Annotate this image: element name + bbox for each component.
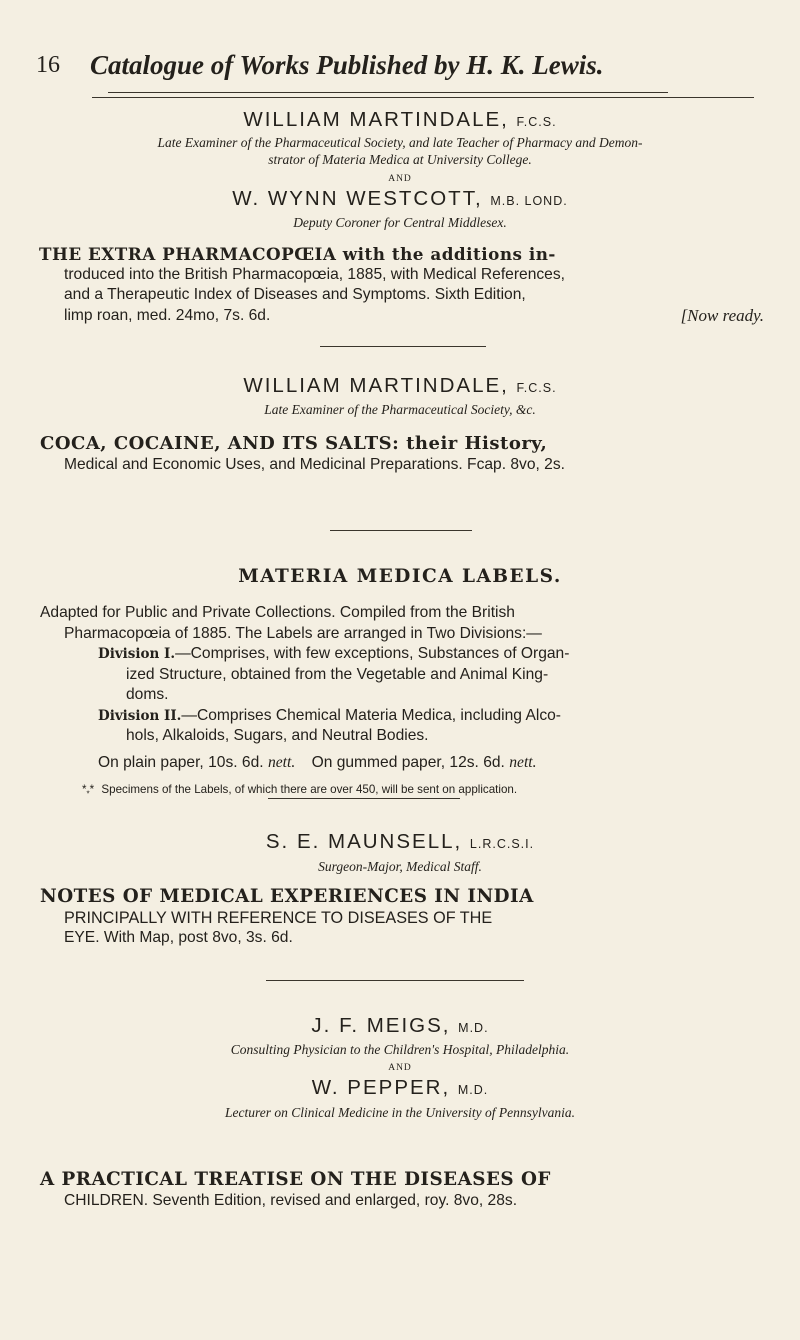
author-line	[0, 374, 800, 398]
author-degree: L.R.C.S.I.	[469, 837, 535, 851]
description-line: Medical and Economic Uses, and Medicinal Preparations. Fcap. 8vo, 2s.	[64, 455, 565, 473]
author-affiliation-line: strator of Materia Medica at University College.	[268, 152, 532, 167]
author-line	[0, 830, 800, 854]
coauthor-name: W. PEPPER,	[311, 1076, 451, 1099]
division-two	[40, 706, 770, 747]
conjunction: AND	[388, 1063, 412, 1073]
divider	[266, 980, 524, 981]
coauthor-name: W. WYNN WESTCOTT,	[232, 187, 483, 210]
author-affiliation: Surgeon-Major, Medical Staff.	[318, 859, 482, 874]
specimens-note: $*_**$ Specimens of the Labels, of which there are over 450, will be sent on application.	[82, 783, 518, 799]
book-description	[40, 265, 764, 327]
author-affiliation-line: Late Examiner of the Pharmaceutical Society, and late Teacher of Pharmacy and Demon-	[157, 135, 643, 150]
description-line: troduced into the British Pharmacopœia, 1885, with Medical References,	[64, 265, 565, 283]
entry-medical-experiences-india	[0, 830, 800, 875]
description-line: Pharmacopœia of 1885. The Labels are arranged in Two Divisions:—	[64, 624, 542, 642]
conjunction: AND	[388, 174, 412, 184]
division-text: hols, Alkaloids, Sugars, and Neutral Bodies.	[126, 727, 429, 744]
author-name: WILLIAM MARTINDALE,	[243, 108, 509, 131]
book-title: NOTES OF MEDICAL EXPERIENCES IN INDIA	[40, 886, 534, 907]
division-text: —Comprises, with few exceptions, Substances of Organ-	[175, 645, 570, 662]
entry-materia-medica-labels	[0, 566, 800, 587]
author-affiliation: Late Examiner of the Pharmaceutical Society, &c.	[264, 402, 536, 417]
price-line	[40, 753, 770, 774]
entry-diseases-of-children	[0, 1014, 800, 1121]
author-line	[0, 108, 800, 132]
running-title: Catalogue of Works Published by H. K. Lewis.	[90, 50, 604, 80]
description-line: EYE. With Map, post 8vo, 3s. 6d.	[64, 929, 293, 946]
book-title: THE EXTRA PHARMACOPŒIA with the additions in-	[39, 244, 556, 264]
entry-medical-experiences-india-text	[40, 887, 770, 949]
division-label: Division II.	[98, 707, 182, 724]
division-text: ized Structure, obtained from the Vegetable and Animal King-	[126, 665, 549, 683]
price-plain: On plain paper, 10s. 6d.	[98, 753, 264, 771]
description-line: PRINCIPALLY WITH REFERENCE TO DISEASES OF THE	[64, 908, 493, 927]
author-affiliation	[0, 134, 800, 168]
asterism-mark: *	[82, 783, 87, 796]
description-line: Adapted for Public and Private Collections. Compiled from the British	[40, 604, 515, 621]
division-label: Division I.	[98, 646, 176, 662]
division-text: doms.	[126, 686, 169, 703]
nett-label: nett.	[509, 753, 537, 771]
divider	[320, 346, 486, 347]
author-affiliation: Consulting Physician to the Children's Hospital, Philadelphia.	[230, 1042, 570, 1057]
entry-coca-cocaine	[0, 374, 800, 418]
description-line: and a Therapeutic Index of Diseases and Symptoms. Sixth Edition,	[64, 286, 526, 303]
author-degree: F.C.S.	[516, 381, 557, 395]
entry-extra-pharmacopoeia-text	[39, 244, 764, 326]
coauthor-degree: M.B. LOND.	[490, 194, 568, 208]
price-gummed: On gummed paper, 12s. 6d.	[311, 753, 505, 771]
entry-materia-medica-labels-text	[40, 603, 770, 805]
note-text: Specimens of the Labels, of which there are over 450, will be sent on application.	[101, 783, 518, 796]
description-line	[64, 305, 764, 327]
coauthor-degree: M.D.	[457, 1083, 489, 1097]
availability-status: [Now ready.	[680, 305, 764, 325]
entry-coca-cocaine-text	[40, 434, 760, 475]
author-degree: F.C.S.	[516, 115, 557, 129]
entry-extra-pharmacopoeia	[0, 108, 800, 231]
book-title: MATERIA MEDICA LABELS.	[238, 566, 562, 587]
asterism-mark: *	[89, 783, 95, 796]
author-line	[0, 1014, 800, 1038]
coauthor-affiliation: Lecturer on Clinical Medicine in the University of Pennsylvania.	[224, 1105, 576, 1120]
book-title: COCA, COCAINE, AND ITS SALTS: their History,	[40, 433, 548, 454]
nett-label: nett.	[267, 753, 296, 771]
author-name: J. F. MEIGS,	[311, 1014, 451, 1037]
division-one	[40, 644, 770, 706]
description-text: limp roan, med. 24mo, 7s. 6d.	[64, 306, 271, 324]
entry-diseases-of-children-text	[40, 1170, 770, 1211]
page-number: 16	[36, 52, 60, 78]
author-name: S. E. MAUNSELL,	[265, 830, 463, 853]
header-rule-top	[108, 92, 668, 93]
book-title: A PRACTICAL TREATISE ON THE DISEASES OF	[40, 1169, 551, 1190]
division-text: —Comprises Chemical Materia Medica, including Alco-	[181, 706, 561, 724]
author-name: WILLIAM MARTINDALE,	[243, 374, 509, 397]
divider	[330, 530, 472, 531]
coauthor-affiliation: Deputy Coroner for Central Middlesex.	[293, 215, 507, 230]
coauthor-line	[0, 187, 800, 211]
divider	[268, 798, 460, 799]
author-degree: M.D.	[458, 1021, 489, 1035]
description-line: CHILDREN. Seventh Edition, revised and enlarged, roy. 8vo, 28s.	[64, 1191, 518, 1209]
header-rule-bottom	[92, 97, 754, 98]
coauthor-line	[0, 1076, 800, 1100]
